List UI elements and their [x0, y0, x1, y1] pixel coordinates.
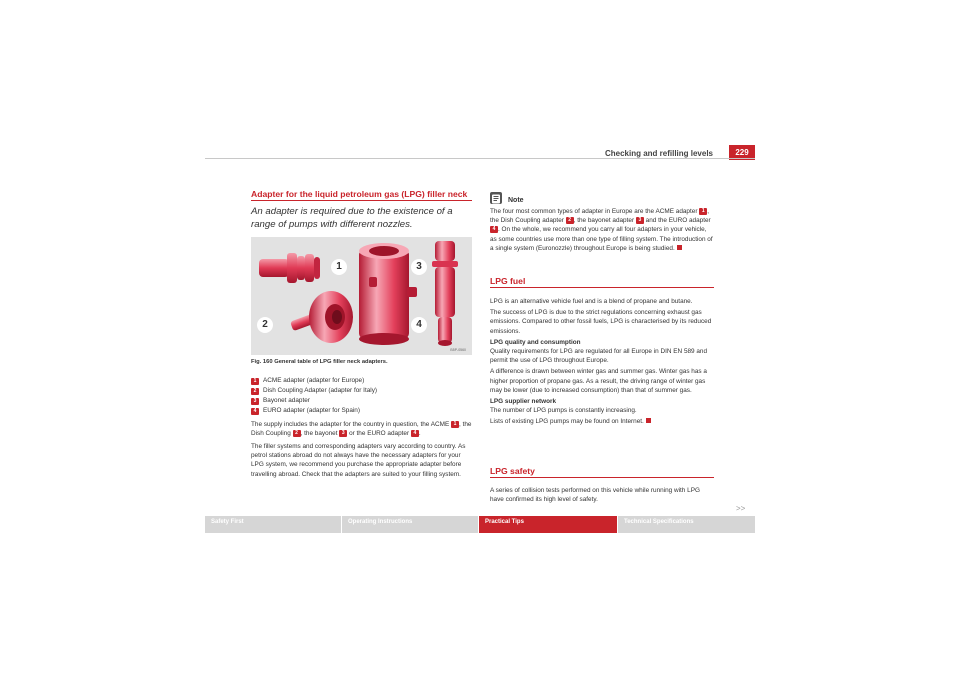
supply-text-b: , the Dish Coupling	[251, 421, 472, 438]
marker-4: 4	[251, 408, 259, 415]
adapter-section-title: Adapter for the liquid petroleum gas (LPG) filler neck	[251, 189, 468, 199]
marker-1: 1	[699, 208, 707, 215]
figure-callout-4: 4	[411, 317, 427, 333]
lpg-fuel-rule	[490, 287, 714, 288]
footer-tab-safety-first[interactable]	[205, 516, 341, 533]
footer-tab-practical-tips[interactable]	[479, 516, 617, 533]
acme-adapter-shape	[259, 253, 320, 283]
lpg-fuel-p5: The number of LPG pumps is constantly increasing.	[490, 407, 637, 415]
marker-1: 1	[451, 421, 459, 428]
footer-tab-operating-instructions[interactable]	[342, 516, 478, 533]
header-divider	[205, 158, 755, 159]
note-text-a: The four most common types of adapter in Europe are the ACME adapter	[490, 208, 700, 215]
note-text-d: and the EURO adapter	[643, 217, 711, 225]
adapter-section-subtitle: An adapter is required due to the existence of a range of pumps with different nozzles.	[251, 206, 453, 230]
lpg-safety-title: LPG safety	[490, 466, 535, 476]
marker-1: 1	[251, 378, 259, 385]
adapters-illustration	[251, 237, 472, 355]
supply-text-e: .	[418, 430, 421, 438]
note-title: Note	[508, 197, 524, 204]
marker-3: 3	[251, 398, 259, 405]
end-marker	[677, 245, 682, 250]
lpg-safety-rule	[490, 477, 714, 478]
marker-4: 4	[490, 226, 498, 233]
figure-callout-1: 1	[331, 259, 347, 275]
lpg-fuel-p3: Quality requirements for LPG are regulated for all Europe in DIN EN 589 and permit the use of LPG throughout Europe.	[490, 348, 708, 365]
figure-caption: Fig. 160 General table of LPG filler neck adapters.	[251, 359, 388, 365]
footer-tab-label: Practical Tips	[485, 519, 524, 525]
note-icon	[490, 192, 502, 204]
adapter-list	[251, 376, 472, 416]
filler-systems-paragraph: The filler systems and corresponding adapters vary according to country. As petrol stations abroad do not always have the necessary adapters for your LPG system, we recommend you purchase the appropriate adapter before travelling abroad. Check that the adapters are suited to your filling system.	[251, 443, 466, 478]
lpg-supplier-heading: LPG supplier network	[490, 398, 557, 406]
marker-2: 2	[251, 388, 259, 395]
bayonet-adapter-shape	[359, 243, 417, 345]
supply-text-c: , the bayonet	[300, 430, 340, 438]
lpg-fuel-p4: A difference is drawn between winter gas and summer gas. Winter gas has a higher proportion of propane gas. As a result, the driving range of winter gas may be lower (due to increased consumption) than that of summer gas.	[490, 368, 707, 394]
note-text-e: . On the whole, we recommend you carry all four adapters in your vehicle, as some countries use more than one type of filling system. The introduction of a single system (Euronozzle) throughout Europe is being studied.	[490, 226, 713, 252]
page-number: 229	[729, 145, 755, 160]
lpg-quality-heading: LPG quality and consumption	[490, 338, 581, 346]
list-item-text: EURO adapter (adapter for Spain)	[263, 407, 360, 415]
lpg-fuel-p1: LPG is an alternative vehicle fuel and is a blend of propane and butane.	[490, 298, 693, 305]
marker-2: 2	[566, 217, 574, 224]
footer-tab-label: Technical Specifications	[624, 519, 694, 525]
supply-text-a: The supply includes the adapter for the country in question, the ACME	[251, 421, 452, 428]
lpg-fuel-body	[490, 297, 714, 427]
euro-adapter-shape	[432, 241, 458, 346]
marker-3: 3	[339, 430, 347, 437]
lpg-fuel-title: LPG fuel	[490, 276, 526, 286]
figure-callout-3: 3	[411, 259, 427, 275]
list-item-text: Bayonet adapter	[263, 397, 310, 405]
supply-paragraph	[251, 420, 472, 438]
lpg-adapters-figure	[251, 237, 472, 355]
lpg-fuel-p6: Lists of existing LPG pumps may be found on Internet.	[490, 418, 644, 426]
lpg-fuel-p6-wrap	[490, 417, 714, 426]
lpg-fuel-p2: The success of LPG is due to the strict regulations concerning exhaust gas emissions. Compared to other fossil fuels, LPG is characterised by its reduced emissions.	[490, 309, 712, 335]
marker-2: 2	[293, 430, 301, 437]
footer-tab-label: Operating Instructions	[348, 519, 413, 525]
adapter-section-rule	[251, 200, 472, 201]
running-header: Checking and refilling levels	[604, 149, 713, 158]
list-item	[251, 386, 472, 396]
list-item	[251, 396, 472, 406]
dish-coupling-adapter-shape	[290, 291, 353, 343]
list-item	[251, 406, 472, 416]
continue-arrows: >>	[736, 504, 746, 513]
end-marker	[646, 418, 651, 423]
figure-callout-2: 2	[257, 317, 273, 333]
note-paragraph	[490, 207, 714, 253]
marker-4: 4	[411, 430, 419, 437]
figure-code: B5P-0560	[450, 348, 466, 352]
list-item	[251, 376, 472, 386]
list-item-text: ACME adapter (adapter for Europe)	[263, 377, 365, 385]
list-item-text: Dish Coupling Adapter (adapter for Italy)	[263, 387, 378, 395]
lpg-safety-p1: A series of collision tests performed on this vehicle while running with LPG have confirmed its high level of safety.	[490, 487, 700, 504]
marker-3: 3	[636, 217, 644, 224]
footer-tab-technical-specifications[interactable]	[618, 516, 755, 533]
note-text-c: , the bayonet adapter	[573, 217, 636, 225]
supply-text-d: or the EURO adapter	[347, 430, 411, 438]
footer-tab-label: Safety First	[211, 519, 244, 525]
note-text-b: , the Dish Coupling adapter	[490, 208, 710, 225]
